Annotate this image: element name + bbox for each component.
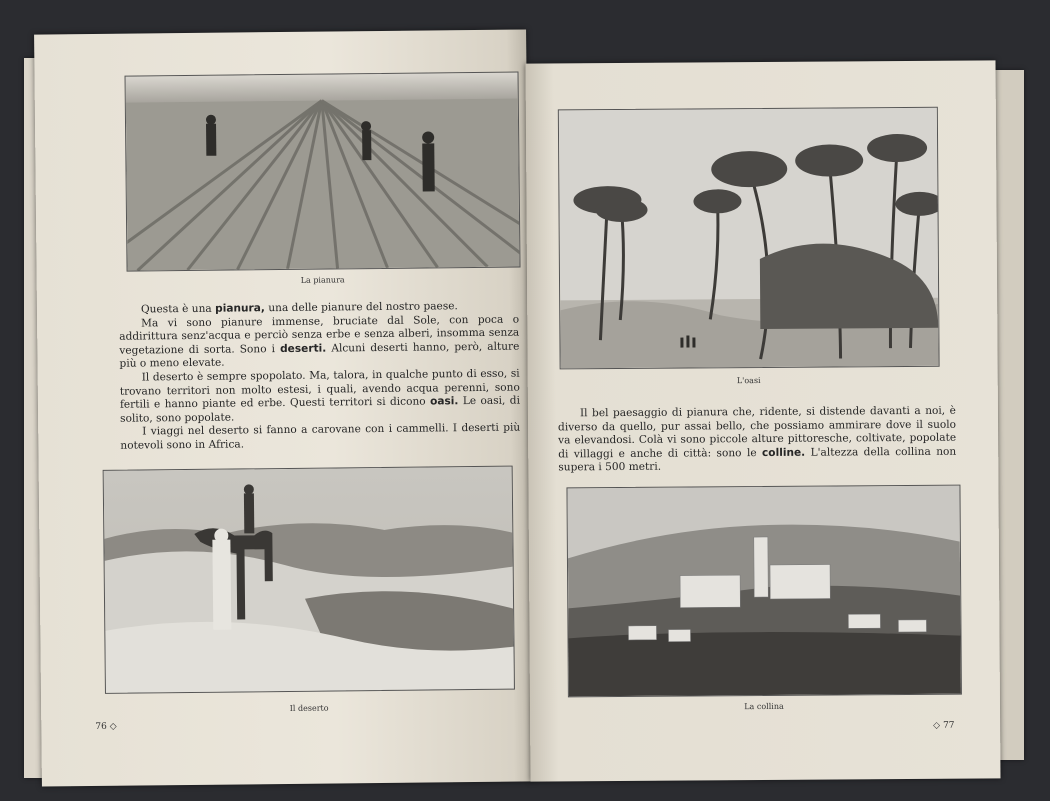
ornament-icon: ◇ (933, 720, 941, 731)
paragraph-2: Ma vi sono pianure immense, bruciate dal Sole, con poca o addirittura senz'acqua e perciò senza erbe e senza alberi, insomma senza vegetazione di sorta. Sono i deserti. Alcuni deserti hanno, però, alture più o meno elevate. (119, 313, 520, 371)
left-body-text (119, 300, 521, 454)
desert-caption: Il deserto (289, 703, 329, 713)
left-page (34, 29, 534, 786)
page-number-left: 76 ◇ (95, 721, 117, 732)
hill-caption: La collina (744, 701, 784, 712)
desert-photo (103, 466, 515, 694)
oasis-caption: L'oasi (736, 376, 761, 386)
paragraph-3: Il deserto è sempre spopolato. Ma, talora, in qualche punto di esso, si trovano territori non molto estesi, i quali, avendo acqua perenni, sono fertili e hanno piante ed erbe. Questi territori si dicono oasi. Le oasi, di solito, sono popolate. (119, 367, 520, 425)
paragraph-right: Il bel paesaggio di pianura che, ridente, si distende davanti a noi, è diverso da quello, pur assai bello, che possiamo ammirare dove il suolo va elevandosi. Colà vi sono piccole alture pittoresche, coltivate, popolate di villaggi e anche di città: sono le colline. L'altezza della collina non supera i 500 metri. (557, 404, 957, 474)
page-number-right: ◇ 77 (933, 720, 955, 731)
right-body-text (558, 405, 956, 476)
hill-photo (566, 485, 961, 698)
ornament-icon: ◇ (109, 721, 117, 732)
plain-caption: La pianura (300, 275, 345, 285)
plain-photo (125, 72, 521, 272)
oasis-photo (558, 107, 940, 370)
paragraph-1: Questa è una pianura, una delle pianure del nostro paese. (140, 300, 458, 316)
paragraph-4: I viaggi nel deserto si fanno a carovane con i cammelli. I deserti più notevoli sono in Africa. (120, 421, 521, 452)
right-page (525, 60, 1000, 781)
